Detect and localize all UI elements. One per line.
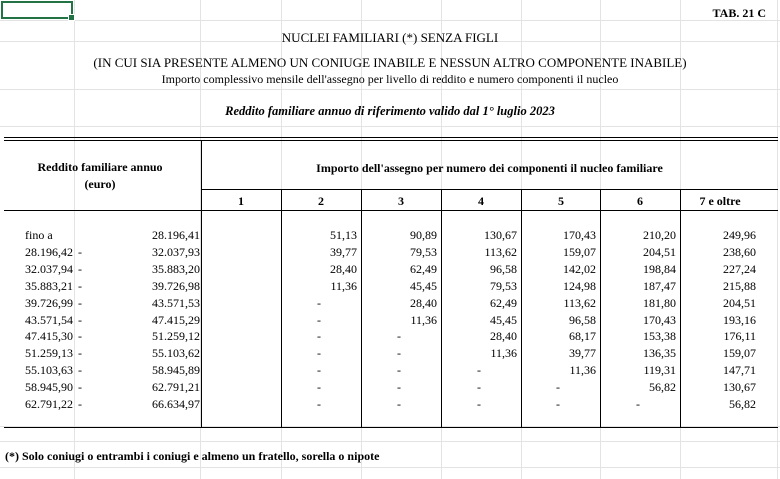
- amount-cell-col-3[interactable]: 11,36: [410, 312, 437, 327]
- amount-cell-col-7[interactable]: 238,60: [723, 244, 756, 259]
- amount-cell-col-6[interactable]: 119,31: [643, 363, 676, 378]
- table-row: [0, 363, 780, 380]
- income-from[interactable]: 47.415,30: [25, 329, 73, 344]
- footnote: (*) Solo coniugi o entrambi i coniugi e almeno un fratello, sorella o nipote: [5, 449, 380, 463]
- amount-cell-col-5[interactable]: 124,98: [563, 278, 596, 293]
- table-row: [0, 245, 780, 262]
- amount-cell-col-7[interactable]: 159,07: [723, 346, 756, 361]
- table-row: [0, 380, 780, 397]
- income-header-unit: (euro): [84, 177, 116, 191]
- page-title: NUCLEI FAMILIARI (*) SENZA FIGLI: [281, 30, 499, 45]
- amount-cell-col-2[interactable]: -: [317, 397, 321, 411]
- amount-cell-col-2[interactable]: 11,36: [330, 278, 357, 293]
- amount-cell-col-4[interactable]: 96,58: [490, 261, 517, 276]
- amount-cell-col-4[interactable]: 113,62: [484, 244, 517, 259]
- amount-cell-col-4[interactable]: -: [477, 397, 481, 411]
- amount-cell-col-7[interactable]: 215,88: [723, 278, 756, 293]
- amount-cell-col-6[interactable]: 153,38: [643, 329, 676, 344]
- income-from[interactable]: 58.945,90: [25, 380, 73, 395]
- income-to[interactable]: 55.103,62: [152, 346, 200, 361]
- table-number-label: TAB. 21 C: [712, 6, 766, 20]
- table-row: [0, 228, 780, 245]
- amount-cell-col-3[interactable]: -: [397, 346, 401, 361]
- amount-cell-col-7[interactable]: 249,96: [723, 228, 756, 242]
- amount-cell-col-6[interactable]: -: [636, 397, 640, 411]
- table-row: [0, 397, 780, 414]
- amount-cell-col-5[interactable]: 142,02: [563, 261, 596, 276]
- amount-cell-col-2[interactable]: -: [317, 329, 321, 344]
- amount-cell-col-7[interactable]: 147,71: [723, 363, 756, 378]
- amount-cell-col-6[interactable]: 181,80: [643, 295, 676, 310]
- range-dash: -: [78, 244, 82, 259]
- range-dash: -: [78, 278, 82, 293]
- range-dash: -: [78, 346, 82, 361]
- column-header-2: 2: [318, 194, 324, 208]
- reference-period: Reddito familiare annuo di riferimento valido dal 1° luglio 2023: [225, 104, 555, 118]
- table-bottom-rule: [4, 427, 778, 428]
- amount-cell-col-4[interactable]: -: [477, 380, 481, 395]
- amount-cell-col-4[interactable]: 45,45: [490, 312, 517, 327]
- income-from[interactable]: 51.259,13: [25, 346, 73, 361]
- amount-cell-col-3[interactable]: -: [397, 380, 401, 395]
- selected-cell[interactable]: [1, 1, 73, 19]
- income-from[interactable]: 35.883,21: [25, 278, 73, 293]
- income-to[interactable]: 43.571,53: [152, 295, 200, 310]
- column-header-3: 3: [398, 194, 404, 208]
- range-dash: -: [78, 295, 82, 310]
- range-dash: -: [78, 312, 82, 327]
- income-to[interactable]: 28.196,41: [152, 228, 200, 242]
- amount-cell-col-6[interactable]: 170,43: [643, 312, 676, 327]
- amount-cell-col-7[interactable]: 193,16: [723, 312, 756, 327]
- range-dash: -: [78, 363, 82, 378]
- income-to[interactable]: 47.415,29: [152, 312, 200, 327]
- amount-cell-col-3[interactable]: -: [397, 363, 401, 378]
- amount-cell-col-3[interactable]: 62,49: [410, 261, 437, 276]
- table-row: [0, 296, 780, 313]
- income-from[interactable]: 32.037,94: [25, 261, 73, 276]
- income-to[interactable]: 58.945,89: [152, 363, 200, 378]
- header-bottom-rule: [4, 210, 778, 211]
- amount-cell-col-4[interactable]: 62,49: [490, 295, 517, 310]
- income-to[interactable]: 35.883,20: [152, 261, 200, 276]
- column-header-7: 7 e oltre: [699, 194, 741, 208]
- amount-cell-col-3[interactable]: -: [397, 329, 401, 344]
- table-top-rule-double: [4, 140, 778, 141]
- amount-cell-col-5[interactable]: -: [556, 397, 560, 411]
- income-header: Reddito familiare annuo: [37, 160, 163, 174]
- amount-cell-col-6[interactable]: 210,20: [643, 228, 676, 242]
- amount-cell-col-7[interactable]: 176,11: [723, 329, 756, 344]
- range-dash: -: [78, 329, 82, 344]
- amount-cell-col-7[interactable]: 227,24: [723, 261, 756, 276]
- amount-header: Importo dell'assegno per numero dei componenti il nucleo familiare: [316, 161, 663, 175]
- income-to[interactable]: 62.791,21: [152, 380, 200, 395]
- amount-cell-col-4[interactable]: 28,40: [490, 329, 517, 344]
- amount-cell-col-5[interactable]: -: [556, 380, 560, 395]
- amount-cell-col-4[interactable]: 79,53: [490, 278, 517, 293]
- amount-cell-col-2[interactable]: 51,13: [330, 228, 357, 242]
- range-dash: -: [78, 380, 82, 395]
- amount-cell-col-3[interactable]: -: [397, 397, 401, 411]
- amount-cell-col-7[interactable]: 130,67: [723, 380, 756, 395]
- table-row: [0, 279, 780, 296]
- amount-cell-col-6[interactable]: 198,84: [643, 261, 676, 276]
- column-header-1: 1: [238, 194, 244, 208]
- amount-cell-col-3[interactable]: 45,45: [410, 278, 437, 293]
- amount-cell-col-5[interactable]: 68,17: [569, 329, 596, 344]
- amount-cell-col-2[interactable]: -: [317, 312, 321, 327]
- column-header-5: 5: [558, 194, 564, 208]
- amount-cell-col-2[interactable]: -: [317, 346, 321, 361]
- description: Importo complessivo mensile dell'assegno per livello di reddito e numero componenti il nucleo: [161, 72, 619, 86]
- amount-cell-col-6[interactable]: 56,82: [649, 380, 676, 395]
- amount-cell-col-4[interactable]: 130,67: [484, 228, 517, 242]
- amount-cell-col-2[interactable]: 28,40: [330, 261, 357, 276]
- amount-cell-col-6[interactable]: 136,35: [643, 346, 676, 361]
- amount-cell-col-5[interactable]: 170,43: [563, 228, 596, 242]
- table-row: [0, 262, 780, 279]
- income-from[interactable]: 39.726,99: [25, 295, 73, 310]
- header-split-rule: [201, 189, 778, 190]
- income-to[interactable]: 66.634,97: [152, 397, 200, 411]
- amount-cell-col-7[interactable]: 56,82: [729, 397, 756, 411]
- range-dash: -: [78, 397, 82, 411]
- amount-cell-col-2[interactable]: 39,77: [330, 244, 357, 259]
- amount-cell-col-5[interactable]: 113,62: [563, 295, 596, 310]
- amount-cell-col-2[interactable]: -: [317, 295, 321, 310]
- income-from[interactable]: 43.571,54: [25, 312, 73, 327]
- income-to[interactable]: 32.037,93: [152, 244, 200, 259]
- amount-cell-col-2[interactable]: -: [317, 380, 321, 395]
- amount-cell-col-3[interactable]: 90,89: [410, 228, 437, 242]
- table-row: [0, 346, 780, 363]
- income-from[interactable]: 28.196,42: [25, 244, 73, 259]
- subtitle: (IN CUI SIA PRESENTE ALMENO UN CONIUGE INABILE E NESSUN ALTRO COMPONENTE INABILE): [93, 55, 687, 70]
- table-row: [0, 329, 780, 346]
- income-to[interactable]: 51.259,12: [152, 329, 200, 344]
- amount-cell-col-5[interactable]: 96,58: [569, 312, 596, 327]
- amount-cell-col-5[interactable]: 39,77: [569, 346, 596, 361]
- income-from[interactable]: 55.103,63: [25, 363, 73, 378]
- amount-cell-col-4[interactable]: 11,36: [490, 346, 517, 361]
- table-row: [0, 313, 780, 330]
- amount-cell-col-6[interactable]: 204,51: [643, 244, 676, 259]
- income-from[interactable]: 62.791,22: [25, 397, 73, 411]
- table-top-rule: [4, 137, 778, 138]
- amount-cell-col-5[interactable]: 11,36: [569, 363, 596, 378]
- amount-cell-col-4[interactable]: -: [477, 363, 481, 378]
- income-from[interactable]: fino a: [25, 228, 53, 242]
- amount-cell-col-3[interactable]: 28,40: [410, 295, 437, 310]
- amount-cell-col-3[interactable]: 79,53: [410, 244, 437, 259]
- column-header-4: 4: [478, 194, 484, 208]
- amount-cell-col-6[interactable]: 187,47: [643, 278, 676, 293]
- amount-cell-col-2[interactable]: -: [317, 363, 321, 378]
- column-header-6: 6: [637, 194, 643, 208]
- income-to[interactable]: 39.726,98: [152, 278, 200, 293]
- amount-cell-col-5[interactable]: 159,07: [563, 244, 596, 259]
- range-dash: -: [78, 261, 82, 276]
- amount-cell-col-7[interactable]: 204,51: [723, 295, 756, 310]
